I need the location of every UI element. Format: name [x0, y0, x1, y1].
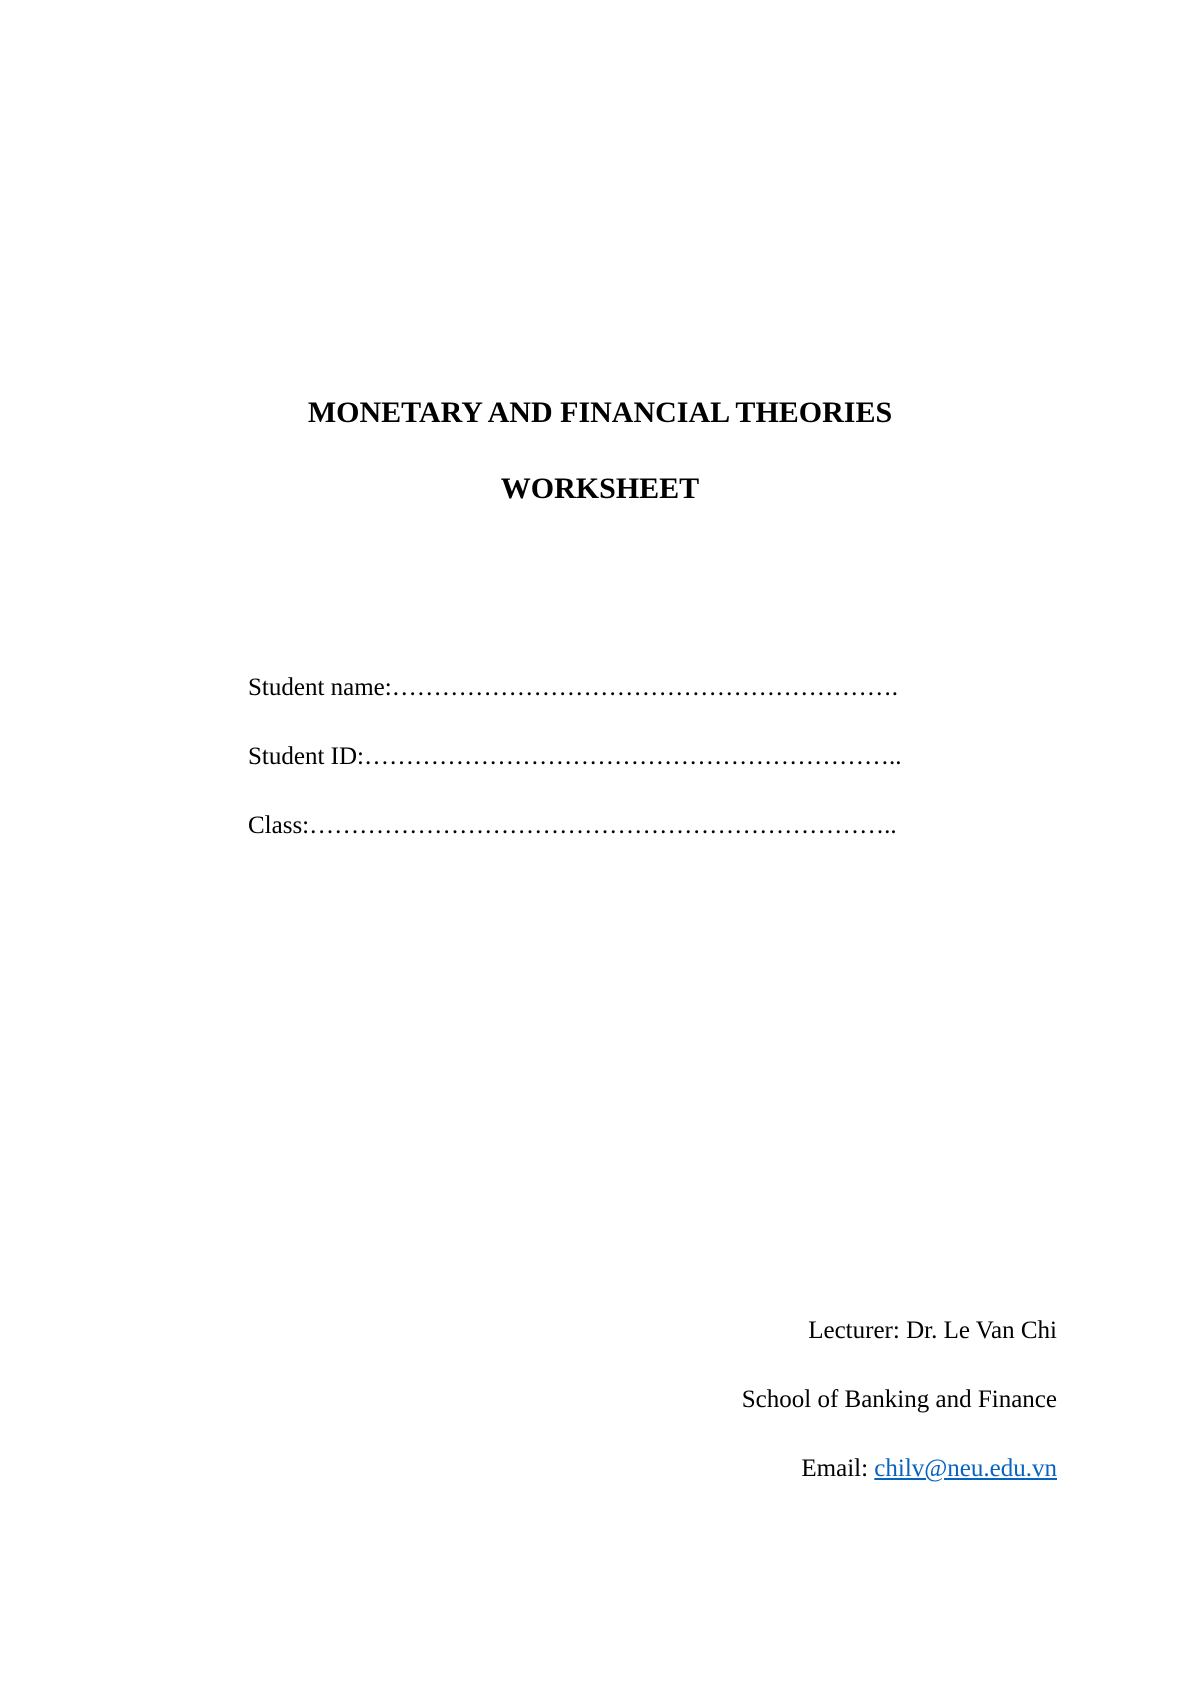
student-id-field: Student ID:………………………………………………………..	[248, 743, 902, 770]
class-field: Class:……………………………………………………………..	[248, 812, 897, 839]
school-line: School of Banking and Finance	[741, 1386, 1057, 1413]
lecturer-line: Lecturer: Dr. Le Van Chi	[808, 1317, 1057, 1344]
document-title: MONETARY AND FINANCIAL THEORIES	[307, 396, 893, 429]
student-name-field: Student name:…………………………………………………….	[248, 674, 898, 701]
email-link[interactable]: chilv@neu.edu.vn	[874, 1455, 1057, 1482]
email-line	[801, 1454, 1057, 1484]
document-subtitle: WORKSHEET	[500, 472, 700, 505]
email-label: Email:	[801, 1455, 875, 1482]
